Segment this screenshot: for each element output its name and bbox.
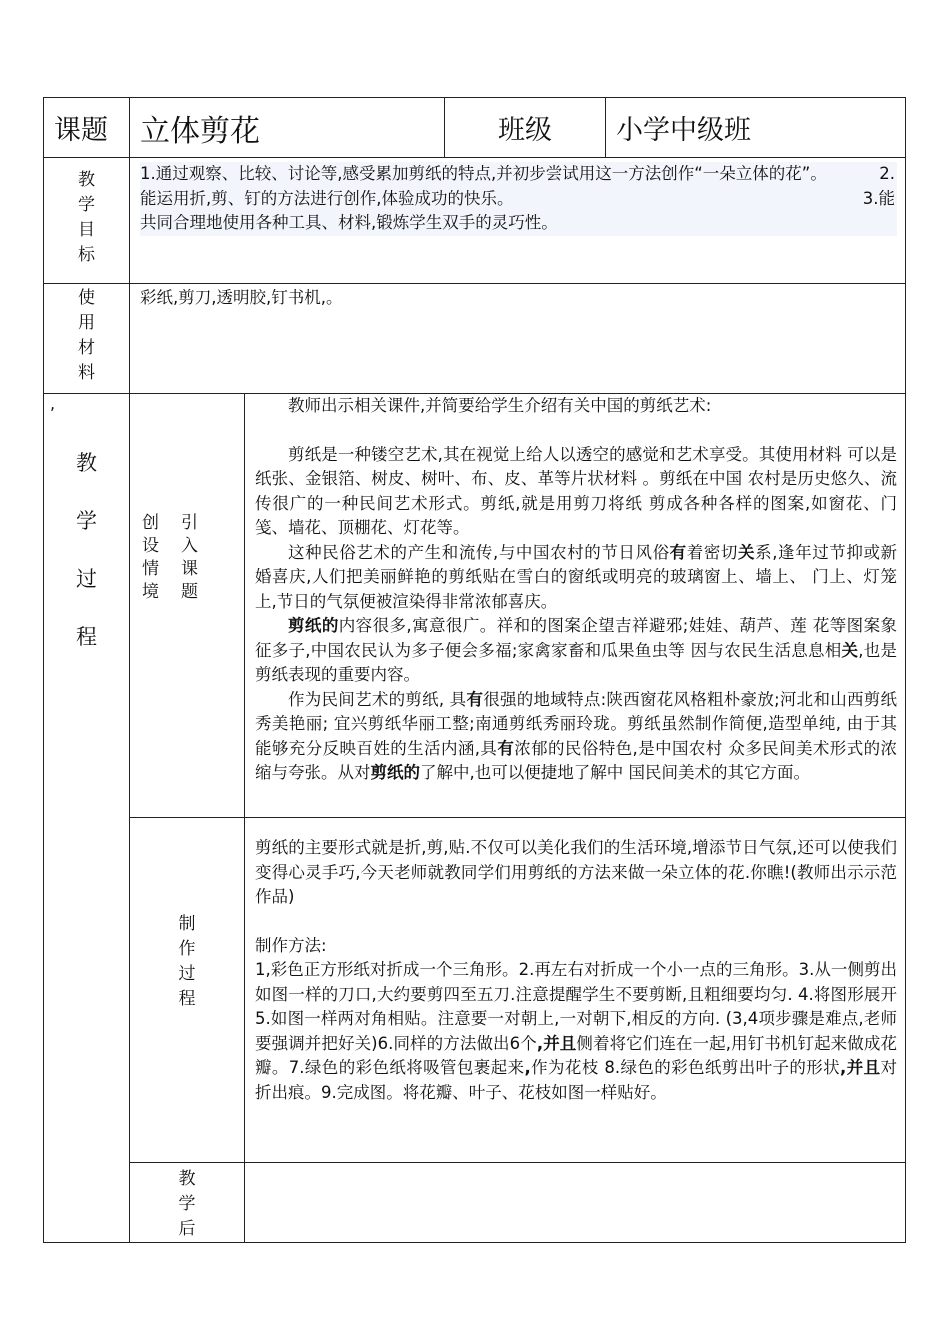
topic-label: 课题	[44, 98, 130, 158]
intro-content	[245, 394, 906, 818]
materials-row	[44, 284, 906, 394]
intro-p1: 教师出示相关课件,并简要给学生介绍有关中国的剪纸艺术:	[288, 396, 712, 415]
after-label: 教 学 后	[130, 1163, 245, 1243]
making-method-label: 制作方法:	[255, 935, 327, 955]
materials-text: 彩纸,剪刀,透明胶,钉书机,。	[130, 284, 906, 394]
process-intro-row	[44, 394, 906, 818]
topic-value: 立体剪花	[130, 98, 445, 158]
goal-num-2: 2.	[879, 164, 895, 183]
goals-row	[44, 158, 906, 284]
making-p1: 剪纸的主要形式就是折,剪,贴.不仅可以美化我们的生活环境,增添节日气氛,还可以使我们变得心灵手巧,今天老师就教同学们用剪纸的方法来做一朵立体的花.你瞧!(教师出示示范作品)	[255, 838, 897, 906]
class-value: 小学中级班	[606, 98, 906, 158]
making-content	[245, 818, 906, 1163]
intro-p4: 剪纸的内容很多,寓意很广。祥和的图案企望吉祥避邪;娃娃、葫芦、莲 花等图案象征多子,中国农民认为多子便会多福;家禽家畜和瓜果鱼虫等 因与农民生活息息相关,也是剪纸表现的重要内容。	[255, 616, 898, 684]
goal-num-3: 3.能	[862, 188, 895, 208]
class-label: 班级	[445, 98, 606, 158]
process-after-row	[44, 1163, 906, 1243]
process-comma: ,	[50, 394, 56, 413]
goals-content	[130, 158, 906, 284]
intro-p3: 这种民俗艺术的产生和流传,与中国农村的节日风俗有着密切关系,逢年过节抑或新 婚喜庆,人们把美丽鲜艳的剪纸贴在雪白的窗纸或明亮的玻璃窗上、墙上、 门上、灯笼上,节日的气氛便被渲染得非常浓郁喜庆。	[255, 542, 898, 611]
header-row	[44, 98, 906, 158]
process-making-row	[44, 818, 906, 1163]
making-steps: 1,彩色正方形纸对折成一个三角形。2.再左右对折成一个小一点的三角形。3.从一侧剪出如图一样的刀口,大约要剪四至五刀.注意提醒学生不要剪断,且粗细要均匀. 4.将图形展开 5.如图一样两对角相贴。注意要一对朝上,一对朝下,相反的方向. (3,4项步骤是难点,老师要强调并把好关)6.同样的方法做出6个,并且侧着将它们连在一起,用钉书机钉起来做成花瓣。7.绿色的彩色纸将吸管包裹起来,作为花枝 8.绿色的彩色纸剪出叶子的形状,并且对折出痕。9.完成图。将花瓣、叶子、花枝如图一样贴好。	[255, 960, 897, 1102]
materials-label: 使 用 材 料	[44, 284, 130, 394]
process-label: , 教 学 过 程	[44, 394, 130, 1243]
goal-line-2: 能运用折,剪、钉的方法进行创作,体验成功的快乐。	[140, 188, 514, 208]
intro-p5: 作为民间艺术的剪纸, 具有很强的地域特点:陕西窗花风格粗朴豪放;河北和山西剪纸秀美艳丽; 宜兴剪纸华丽工整;南通剪纸秀丽玲珑。剪纸虽然制作简便,造型单纯, 由于其能够充分反映百姓的生活内涵,具有浓郁的民俗特色,是中国农村 众多民间美术形式的浓缩与夸张。从对剪纸的了解中,也可以便捷地了解中 国民间美术的其它方面。	[255, 689, 898, 782]
intro-label: 创 引 设 入 情 课 境 题	[130, 394, 245, 818]
goal-line-3: 共同合理地使用各种工具、材料,锻炼学生双手的灵巧性。	[140, 213, 558, 232]
goal-line-1: 1.通过观察、比较、讨论等,感受累加剪纸的特点,并初步尝试用这一方法创作“一朵立体的花”。	[140, 164, 827, 183]
goals-label: 教 学 目 标	[44, 158, 130, 284]
lesson-plan-table	[43, 97, 906, 1243]
intro-p2: 剪纸是一种镂空艺术,其在视觉上给人以透空的感觉和艺术享受。其使用材料 可以是纸张、金银箔、树皮、树叶、布、皮、革等片状材料 。剪纸在中国 农村是历史悠久、流传很广的一种民间艺术形式。剪纸,就是用剪刀将纸 剪成各种各样的图案,如窗花、门笺、墙花、顶棚花、灯花等。	[255, 444, 897, 537]
making-label: 制 作 过 程	[130, 818, 245, 1163]
after-content	[245, 1163, 906, 1243]
